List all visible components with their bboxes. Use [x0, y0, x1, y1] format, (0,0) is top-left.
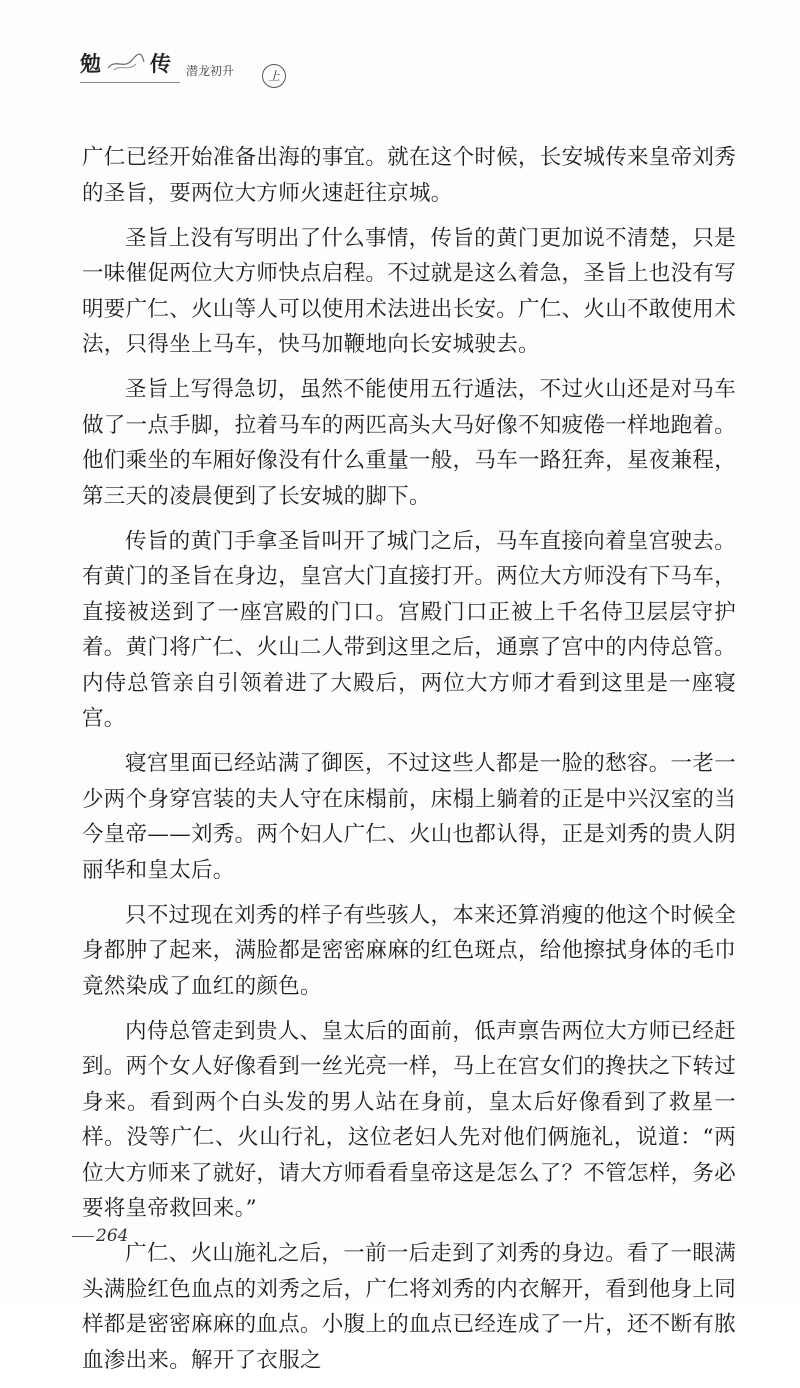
- paragraph: 内侍总管走到贵人、皇太后的面前，低声禀告两位大方师已经赶到。两个女人好像看到一丝光亮一样，马上在宫女们的搀扶之下转过身来。看到两个白头发的男人站在身前，皇太后好像看到了救星一样。没等广仁、火山行礼，这位老妇人先对他们俩施礼，说道：“两位大方师来了就好，请大方师看看皇帝这是怎么了？不管怎样，务必要将皇帝救回来。”: [82, 1018, 737, 1221]
- paragraph: 圣旨上写得急切，虽然不能使用五行遁法，不过火山还是对马车做了一点手脚，拉着马车的两匹高头大马好像不知疲倦一样地跑着。他们乘坐的车厢好像没有什么重量一般，马车一路狂奔，星夜兼程，第三天的凌晨便到了长安城的脚下。: [82, 377, 737, 509]
- paragraph: 寝宫里面已经站满了御医，不过这些人都是一脸的愁容。一老一少两个身穿宫装的夫人守在床榻前，床榻上躺着的正是中兴汉室的当今皇帝——刘秀。两个妇人广仁、火山也都认得，正是刘秀的贵人阴丽华和皇太后。: [82, 751, 737, 883]
- running-header: [80, 48, 300, 88]
- folio-dash: [72, 1236, 94, 1237]
- header-title-char-2: 传: [150, 51, 171, 76]
- paragraph: 广仁已经开始准备出海的事宜。就在这个时候，长安城传来皇帝刘秀的圣旨，要两位大方师火速赶往京城。: [82, 145, 737, 206]
- paragraph: 传旨的黄门手拿圣旨叫开了城门之后，马车直接向着皇宫驶去。有黄门的圣旨在身边，皇宫大门直接打开。两位大方师没有下马车，直接被送到了一座宫殿的门口。宫殿门口正被上千名侍卫层层守护着。黄门将广仁、火山二人带到这里之后，通禀了宫中的内侍总管。内侍总管亲自引领着进了大殿后，两位大方师才看到这里是一座寝宫。: [82, 528, 737, 731]
- header-rule: [80, 82, 180, 83]
- page-number: [72, 1226, 128, 1246]
- header-title-char-1: 勉: [80, 51, 101, 76]
- paragraph: 圣旨上没有写明出了什么事情，传旨的黄门更加说不清楚，只是一味催促两位大方师快点启程。不过就是这么着急，圣旨上也没有写明要广仁、火山等人可以使用术法进出长安。广仁、火山不敢使用术法，只得坐上马车，快马加鞭地向长安城驶去。: [82, 225, 737, 357]
- header-subtitle: 潜龙初升: [186, 64, 235, 78]
- volume-badge: 上: [262, 64, 286, 88]
- paragraph: 广仁、火山施礼之后，一前一后走到了刘秀的身边。看了一眼满头满脸红色血点的刘秀之后，广仁将刘秀的内衣解开，看到他身上同样都是密密麻麻的血点。小腹上的血点已经连成了一片，还不断有脓血渗出来。解开了衣服之: [82, 1241, 737, 1373]
- paragraph: 只不过现在刘秀的样子有些骇人，本来还算消瘦的他这个时候全身都肿了起来，满脸都是密密麻麻的红色斑点，给他擦拭身体的毛巾竟然染成了血红的颜色。: [82, 902, 737, 999]
- page-number-value: 264: [96, 1226, 129, 1246]
- swirl-ornament-icon: [106, 50, 146, 74]
- body-text: [82, 140, 736, 1388]
